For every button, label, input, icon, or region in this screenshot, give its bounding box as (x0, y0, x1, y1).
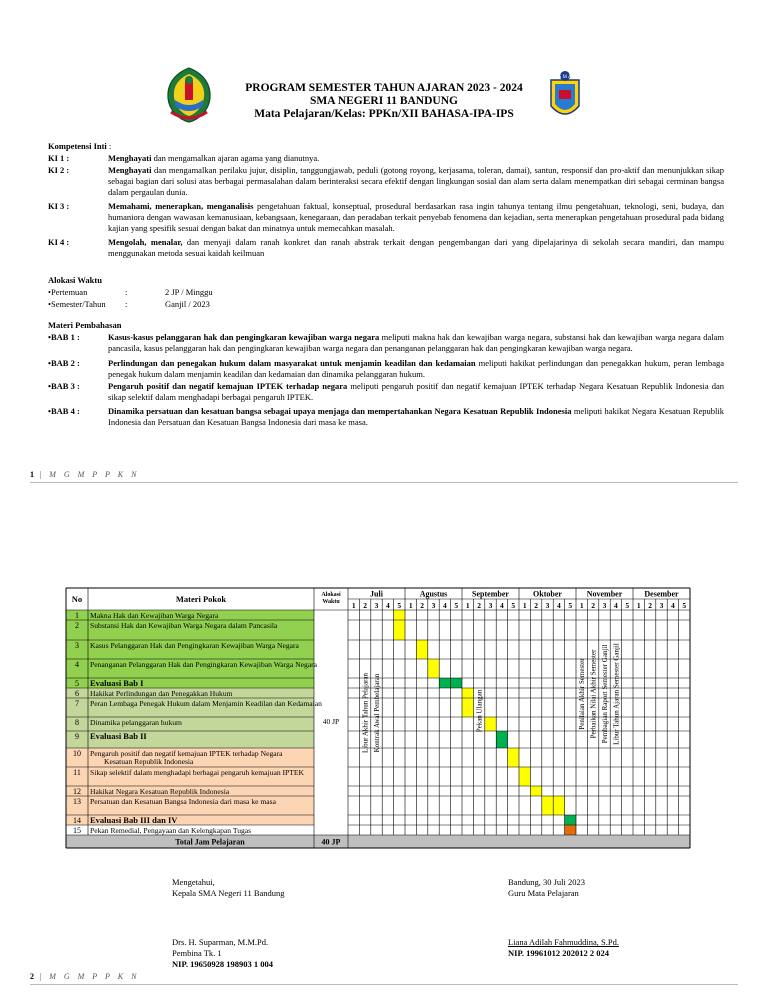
row-materi-text: Makna Hak dan Kewajiban Warga Negara (90, 611, 219, 620)
schedule-cell (553, 796, 564, 815)
bab-label: •BAB 2 : (48, 358, 80, 368)
bab-label: •BAB 4 : (48, 406, 80, 416)
sma-logo-text: S M A (558, 75, 572, 80)
ki-label: KI 2 : (48, 165, 70, 175)
week-number: 5 (454, 601, 459, 610)
bab-text: Perlindungan dan penegakan hukum dalam masyarakat untuk menjamin keadilan dan kedamaian meliputi hakikat perlindungan dan penegakkan hukum, peran lembaga penegak hukum dalam menjamin keadilan dan kedamaian dan dinamika pelanggaran hukum. (108, 358, 725, 379)
ki-text: Menghayati dan mengamalkan ajaran agama yang dianutnya. (108, 153, 320, 163)
week-number: 1 (636, 601, 641, 610)
total-label: Total Jam Pelajaran (175, 837, 245, 847)
program-title: PROGRAM SEMESTER TAHUN AJARAN 2023 - 2024 (245, 82, 523, 94)
row-number: 2 (75, 621, 79, 630)
col-alokasi-header: Alokasi (321, 592, 341, 598)
row-number: 9 (75, 732, 79, 741)
alokasi-pertemuan: •Pertemuan : 2 JP / Minggu (48, 287, 213, 297)
week-number: 2 (534, 601, 538, 610)
schedule-cell (565, 825, 576, 835)
month-header: November (586, 589, 623, 599)
row-materi-text: Pekan Remedial, Pengayaan dan Kelengkapan Tugas (90, 826, 252, 835)
col-no-header: No (71, 594, 83, 604)
row-number: 14 (73, 816, 81, 825)
signature-right-name: Liana Adilah Fahmuddina, S.Pd. NIP. 19961012 202012 2 024 (508, 937, 619, 958)
vertical-note: Libur Akhir Tahun Pelajaran (361, 672, 370, 754)
row-materi-text: Kasus Pelanggaran Hak dan Pengingkaran Kewajiban Warga Negara (90, 641, 299, 650)
vertical-note: Pekan Ulangan (475, 689, 484, 733)
bab-text: Dinamika persatuan dan kesatuan bangsa sebagai upaya menjaga dan mempertahankan Negara Kesatuan Republik Indonesia meliputi hakikat Negara Kesatuan Republik Indonesia dan Persatuan dan Kesatuan Bangsa Indonesia dari masa ke masa. (108, 406, 724, 427)
row-materi-text: Hakikat Negara Kesatuan Republik Indonesia (90, 787, 230, 796)
row-number: 8 (75, 718, 79, 727)
month-header: Oktober (533, 589, 562, 599)
schedule-cell (439, 678, 450, 688)
row-number: 4 (75, 660, 79, 669)
vertical-note: Pembagian Raport Semester Ganjil (601, 644, 609, 744)
schedule-cell (428, 659, 439, 678)
row-materi-text: Persatuan dan Kesatuan Bangsa Indonesia dari masa ke masa (90, 797, 276, 806)
vertical-note: Kontrak Awal Pembelajaran (373, 673, 381, 753)
kompetensi-heading: Kompetensi Inti : (48, 141, 112, 151)
ki-text: Memahami, menerapkan, menganalisis pengetahuan faktual, konseptual, prosedural berdasarkan rasa ingin tahunya tentang ilmu pengetahuan, teknologi, seni, budaya, dan humaniora dengan wawasan kemanusiaan, kebangsaan, kenegaraan, dan peradaban terkait penyebab fenomena dan kejadian, serta menerapkan pengetahuan prosedural pada bidang kajian yang spesifik sesuai dengan bakat dan minatnya untuk memecahkan masalah. (108, 201, 724, 233)
row-number: 6 (75, 689, 79, 698)
week-number: 4 (386, 601, 390, 610)
schedule-cell (462, 698, 473, 717)
schedule-cell (451, 678, 462, 688)
ki-label: KI 4 : (48, 237, 70, 247)
week-number: 3 (374, 601, 379, 610)
subject-class: Mata Pelajaran/Kelas: PPKn/XII BAHASA-IPA-IPS (254, 108, 514, 120)
row-materi-text: Dinamika pelanggaran hukum (90, 718, 182, 727)
total-row-bg (348, 835, 690, 848)
week-number: 3 (602, 601, 607, 610)
row-materi-text: Penanganan Pelanggaran Hak dan Pengingkaran Kewajiban Warga Negara (90, 660, 318, 669)
week-number: 1 (465, 601, 470, 610)
school-name: SMA NEGERI 11 BANDUNG (310, 95, 458, 107)
vertical-note: Penilaian Akhir Semester (578, 658, 587, 730)
col-alokasi-header: Waktu (322, 599, 340, 605)
schedule-cell (530, 786, 541, 796)
week-number: 5 (397, 601, 402, 610)
schedule-cell (416, 640, 427, 659)
bab-label: •BAB 3 : (48, 381, 80, 391)
signature-left-name: Drs. H. Suparman, M.M.Pd. Pembina Tk. 1 NIP. 19650928 198903 1 004 (172, 937, 273, 969)
row-number: 5 (75, 679, 79, 688)
week-number: 5 (682, 601, 687, 610)
row-number: 13 (73, 797, 81, 806)
schedule-cell (496, 731, 507, 748)
week-number: 2 (591, 601, 595, 610)
month-header: Desember (644, 589, 679, 599)
week-number: 2 (363, 601, 367, 610)
row-materi-text: Pengaruh positif dan negatif kemajuan IPTEK terhadap Negara (90, 749, 283, 758)
alokasi-heading: Alokasi Waktu (48, 275, 102, 285)
ki-label: KI 1 : (48, 153, 70, 163)
bab-label: •BAB 1 : (48, 332, 80, 342)
week-number: 5 (568, 601, 573, 610)
bab-text: Pengaruh positif dan negatif kemajuan IPTEK terhadap negara meliputi pengaruh positif dan negatif kemajuan IPTEK terhadap Negara Kesatuan Republik Indonesia dan sikap selektif dalam menghadapi berbagai pengaruh IPTEK. (108, 381, 724, 402)
week-number: 2 (477, 601, 481, 610)
row-number: 10 (73, 749, 81, 758)
week-number: 3 (659, 601, 664, 610)
alokasi-value: 40 JP (322, 717, 340, 726)
row-number: 7 (75, 699, 79, 708)
ki-text: Mengolah, menalar, dan menyaji dalam ranah konkret dan ranah abstrak terkait dengan pengembangan dari yang dipelajarinya di sekolah secara mandiri, dan mampu menggunakan metoda sesuai kaidah keilmuan (108, 237, 724, 258)
week-number: 4 (557, 601, 561, 610)
row-materi-text: Evaluasi Bab II (90, 731, 147, 741)
row-number: 1 (75, 611, 79, 620)
col-materi-header: Materi Pokok (175, 594, 227, 604)
week-number: 4 (671, 601, 675, 610)
schedule-cell (565, 815, 576, 825)
row-materi-text: Peran Lembaga Penegak Hukum dalam Menjamin Keadilan dan Kedamaian (90, 699, 322, 708)
signature-left: Mengetahui, Kepala SMA Negeri 11 Bandung (172, 877, 285, 898)
footer-page-2: 2 | M G M P P K N (30, 972, 140, 981)
schedule-cell (462, 688, 473, 698)
row-materi-text: Evaluasi Bab I (90, 678, 144, 688)
row-materi-text: Sikap selektif dalam menghadapi berbagai pengaruh kemajuan IPTEK (90, 768, 305, 777)
month-header: Agustus (419, 589, 448, 599)
vertical-note: Perbaikan Nilai Akhir Semester (589, 649, 598, 739)
alokasi-semester: •Semester/Tahun : Ganjil / 2023 (48, 299, 210, 309)
week-number: 3 (545, 601, 550, 610)
row-number: 15 (73, 826, 81, 835)
schedule-cell (394, 610, 405, 620)
week-number: 1 (522, 601, 527, 610)
month-header: Juli (370, 589, 383, 599)
row-number: 3 (75, 641, 79, 650)
week-number: 1 (408, 601, 413, 610)
materi-heading: Materi Pembahasan (48, 320, 122, 330)
ki-label: KI 3 : (48, 201, 70, 211)
row-number: 11 (73, 768, 81, 777)
schedule-cell (519, 767, 530, 786)
month-header: September (472, 589, 509, 599)
week-number: 5 (511, 601, 516, 610)
week-number: 2 (648, 601, 652, 610)
schedule-cell (394, 620, 405, 640)
bab-text: Kasus-kasus pelanggaran hak dan pengingkaran kewajiban warga negara meliputi makna hak dan kewajiban warga negara, substansi hak dan kewajiban warga negara dalam pancasila, kasus pelanggaran hak dan pengingkaran kewajiban warga negara dan penanganan pelanggaran hak dan pengingkaran kewajiban warga negara. (108, 332, 724, 353)
schedule-cell (542, 796, 553, 815)
row-materi-text: Evaluasi Bab III dan IV (90, 815, 178, 825)
page-divider-2 (30, 984, 738, 985)
schedule-cell (508, 748, 519, 767)
week-number: 4 (443, 601, 447, 610)
footer-page-1: 1 | M G M P P K N (30, 470, 140, 479)
week-number: 4 (614, 601, 618, 610)
row-materi-text: Hakikat Perlindungan dan Penegakkan Hukum (90, 689, 233, 698)
week-number: 1 (351, 601, 356, 610)
week-number: 3 (431, 601, 436, 610)
week-number: 5 (625, 601, 630, 610)
week-number: 4 (500, 601, 504, 610)
vertical-note: Libur Tahun Ajaran Semester Ganjil (612, 643, 621, 745)
ki-text: Menghayati dan mengamalkan perilaku jujur, disiplin, tanggungjawab, peduli (gotong royong, kerjasama, toleran, damai), santun, responsif dan pro-aktif dan menunjukkan sikap sebagai bagian dari solusi atas berbagai permasalahan dalam berinteraksi secara efektif dengan lingkungan sosial dan alam serta dalam menempatkan diri sebagai cerminan bangsa dalam pergaulan dunia. (108, 165, 724, 197)
signature-right: Bandung, 30 Juli 2023 Guru Mata Pelajaran (508, 877, 585, 898)
week-number: 2 (420, 601, 424, 610)
week-number: 1 (579, 601, 584, 610)
schedule-cell (485, 717, 496, 731)
row-number: 12 (73, 787, 81, 796)
total-value: 40 JP (321, 837, 341, 847)
row-materi-text: Substansi Hak dan Kewajiban Warga Negara dalam Pancasila (90, 621, 278, 630)
week-number: 3 (488, 601, 493, 610)
row-materi-text: Kesatuan Republik Indonesia (104, 757, 194, 766)
